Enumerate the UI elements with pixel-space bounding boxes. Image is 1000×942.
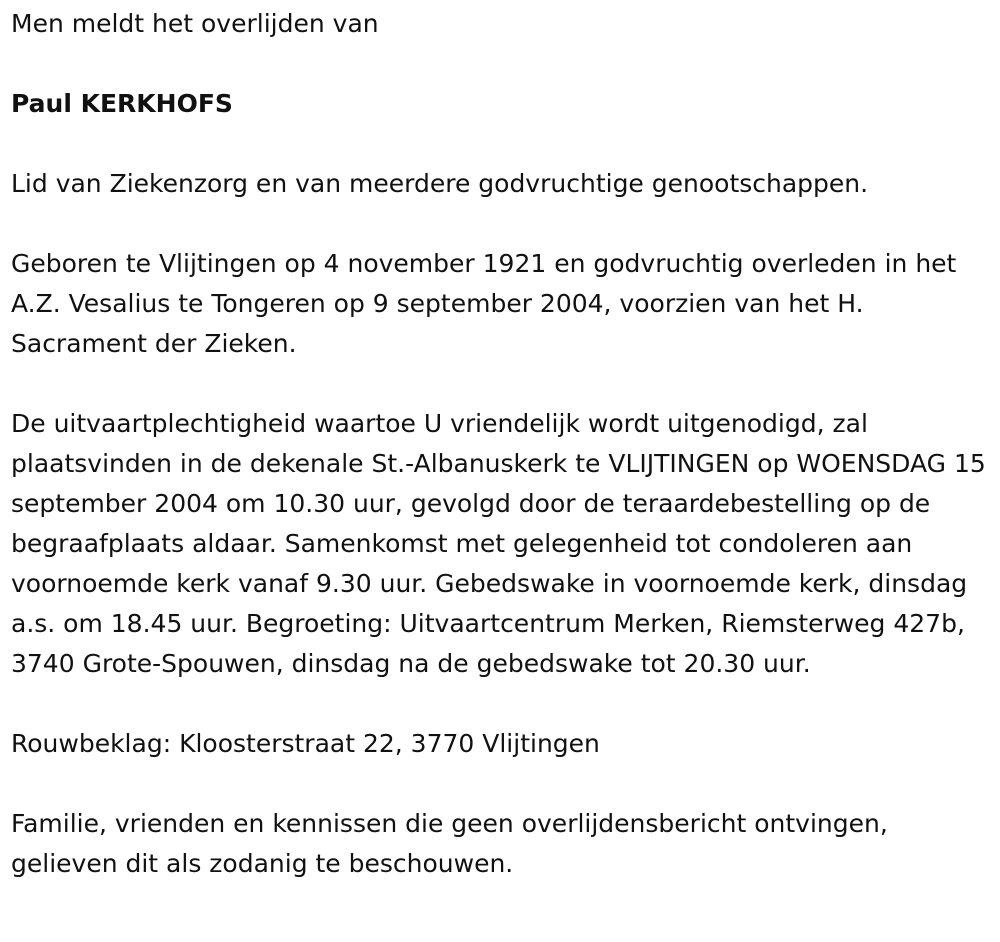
mourning-address-text: Rouwbeklag: Kloosterstraat 22, 3770 Vlijtingen [11,729,600,758]
birth-death-text: Geboren te Vlijtingen op 4 november 1921 en godvruchtig overleden in het A.Z. Vesalius te Tongeren op 9 september 2004, voorzien van het H. Sacrament der Zieken. [11,249,957,358]
deceased-name: Paul KERKHOFS [11,89,233,118]
funeral-text: De uitvaartplechtigheid waartoe U vriendelijk wordt uitgenodigd, zal plaatsvinden in de dekenale St.-Albanuskerk te VLIJTINGEN op WOENSDAG 15 september 2004 om 10.30 uur, gevolgd door de teraardebestelling op de begraafplaats aldaar. Samenkomst met gelegenheid tot condoleren aan voornoemde kerk vanaf 9.30 uur. Gebedswake in voornoemde kerk, dinsdag a.s. om 18.45 uur. Begroeting: Uitvaartcentrum Merken, Riemsterweg 427b, 3740 Grote-Spouwen, dinsdag na de gebedswake tot 20.30 uur. [11,409,986,678]
closing-text: Familie, vrienden en kennissen die geen overlijdensbericht ontvingen, gelieven dit als zodanig te beschouwen. [11,809,888,878]
membership-text: Lid van Ziekenzorg en van meerdere godvruchtige genootschappen. [11,169,869,198]
intro-text: Men meldt het overlijden van [11,9,379,38]
death-notice [11,4,996,884]
